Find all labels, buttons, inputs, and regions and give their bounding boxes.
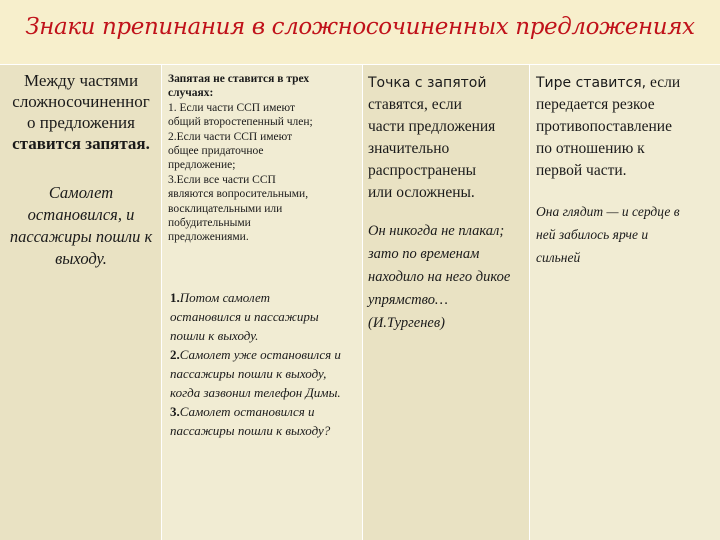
comma-rule-line: сложносочиненног xyxy=(12,92,150,111)
no-comma-example-line: пошли к выходу. xyxy=(170,328,259,343)
no-comma-example-line: Потом самолет xyxy=(179,290,270,305)
comma-example xyxy=(0,182,162,270)
comma-example-line: выходу. xyxy=(55,249,107,268)
no-comma-examples xyxy=(170,288,360,440)
no-comma-rule-line: 3.Если все части ССП xyxy=(168,173,276,186)
no-comma-example-line: остановился и пассажиры xyxy=(170,309,319,324)
no-comma-rule-line: 1. Если части ССП имеют xyxy=(168,101,295,114)
comma-example-line: пассажиры пошли к xyxy=(9,227,153,246)
page-title: Знаки препинания в сложносочиненных предложениях xyxy=(25,14,695,40)
dash-rule-line: противопоставление xyxy=(536,118,672,135)
semicolon-example-line: упрямство… xyxy=(368,292,448,308)
comma-rule xyxy=(0,70,162,154)
dash-example-line: ней забилось ярче и xyxy=(536,227,649,242)
no-comma-example-line: пассажиры пошли к выходу? xyxy=(170,423,331,438)
semicolon-example-line: Он никогда не плакал; xyxy=(368,223,505,239)
comma-example-line: Самолет xyxy=(48,183,114,202)
no-comma-rule-line: 2.Если части ССП имеют xyxy=(168,130,293,143)
no-comma-example-line: пассажиры пошли к выходу, xyxy=(170,366,327,381)
no-comma-header-line: Запятая не ставится в трех xyxy=(168,73,310,85)
no-comma-rule xyxy=(168,72,360,245)
no-comma-example-line: когда зазвонил телефон Димы. xyxy=(170,385,341,400)
dash-heading: Тире ставится, xyxy=(536,75,647,91)
comma-rule-bold: ставится запятая. xyxy=(12,134,150,153)
semicolon-example-line: зато по временам xyxy=(368,246,480,262)
no-comma-rule-line: общий второстепенный член; xyxy=(168,116,313,129)
no-comma-rule-line: предложениями. xyxy=(168,231,249,244)
semicolon-example-line: находило на него дикое xyxy=(368,269,511,285)
no-comma-rule-line: общее придаточное xyxy=(168,145,264,158)
semicolon-rule-line: ставятся, если xyxy=(368,96,462,113)
semicolon-example-line: (И.Тургенев) xyxy=(368,315,445,331)
no-comma-header-line: случаях: xyxy=(168,87,214,100)
no-comma-rule-line: являются вопросительными, xyxy=(168,188,309,201)
example-number: 1. xyxy=(170,290,180,305)
semicolon-rule-line: или осложнены. xyxy=(368,184,475,201)
no-comma-example-line: Самолет остановился и xyxy=(179,404,315,419)
semicolon-heading: Точка с запятой xyxy=(368,75,487,91)
example-number: 3. xyxy=(170,404,180,419)
dash-rule xyxy=(536,72,718,182)
dash-example-line: Она глядит — и сердце в xyxy=(536,204,680,219)
comma-rule-line: Между частями xyxy=(23,71,139,90)
comma-example-line: остановился, и xyxy=(27,205,135,224)
dash-rule-line: по отношению к xyxy=(536,140,645,157)
no-comma-rule-line: предложение; xyxy=(168,159,236,172)
example-number: 2. xyxy=(170,347,180,362)
semicolon-rule xyxy=(368,72,528,204)
dash-rule-line: передается резкое xyxy=(536,96,655,113)
semicolon-rule-line: части предложения xyxy=(368,118,496,135)
dash-rule-line: первой части. xyxy=(536,162,627,179)
dash-example xyxy=(536,200,718,269)
dash-example-line: сильней xyxy=(536,250,581,265)
semicolon-rule-line: распространены xyxy=(368,162,477,179)
table-top-border xyxy=(0,64,720,65)
dash-heading-rest: если xyxy=(646,74,681,91)
no-comma-example-line: Самолет уже остановился и xyxy=(179,347,341,362)
semicolon-rule-line: значительно xyxy=(368,140,450,157)
semicolon-example xyxy=(368,220,528,335)
no-comma-rule-line: побудительными xyxy=(168,217,251,230)
no-comma-rule-line: восклицательными или xyxy=(168,202,283,215)
comma-rule-line: о предложения xyxy=(27,113,135,132)
